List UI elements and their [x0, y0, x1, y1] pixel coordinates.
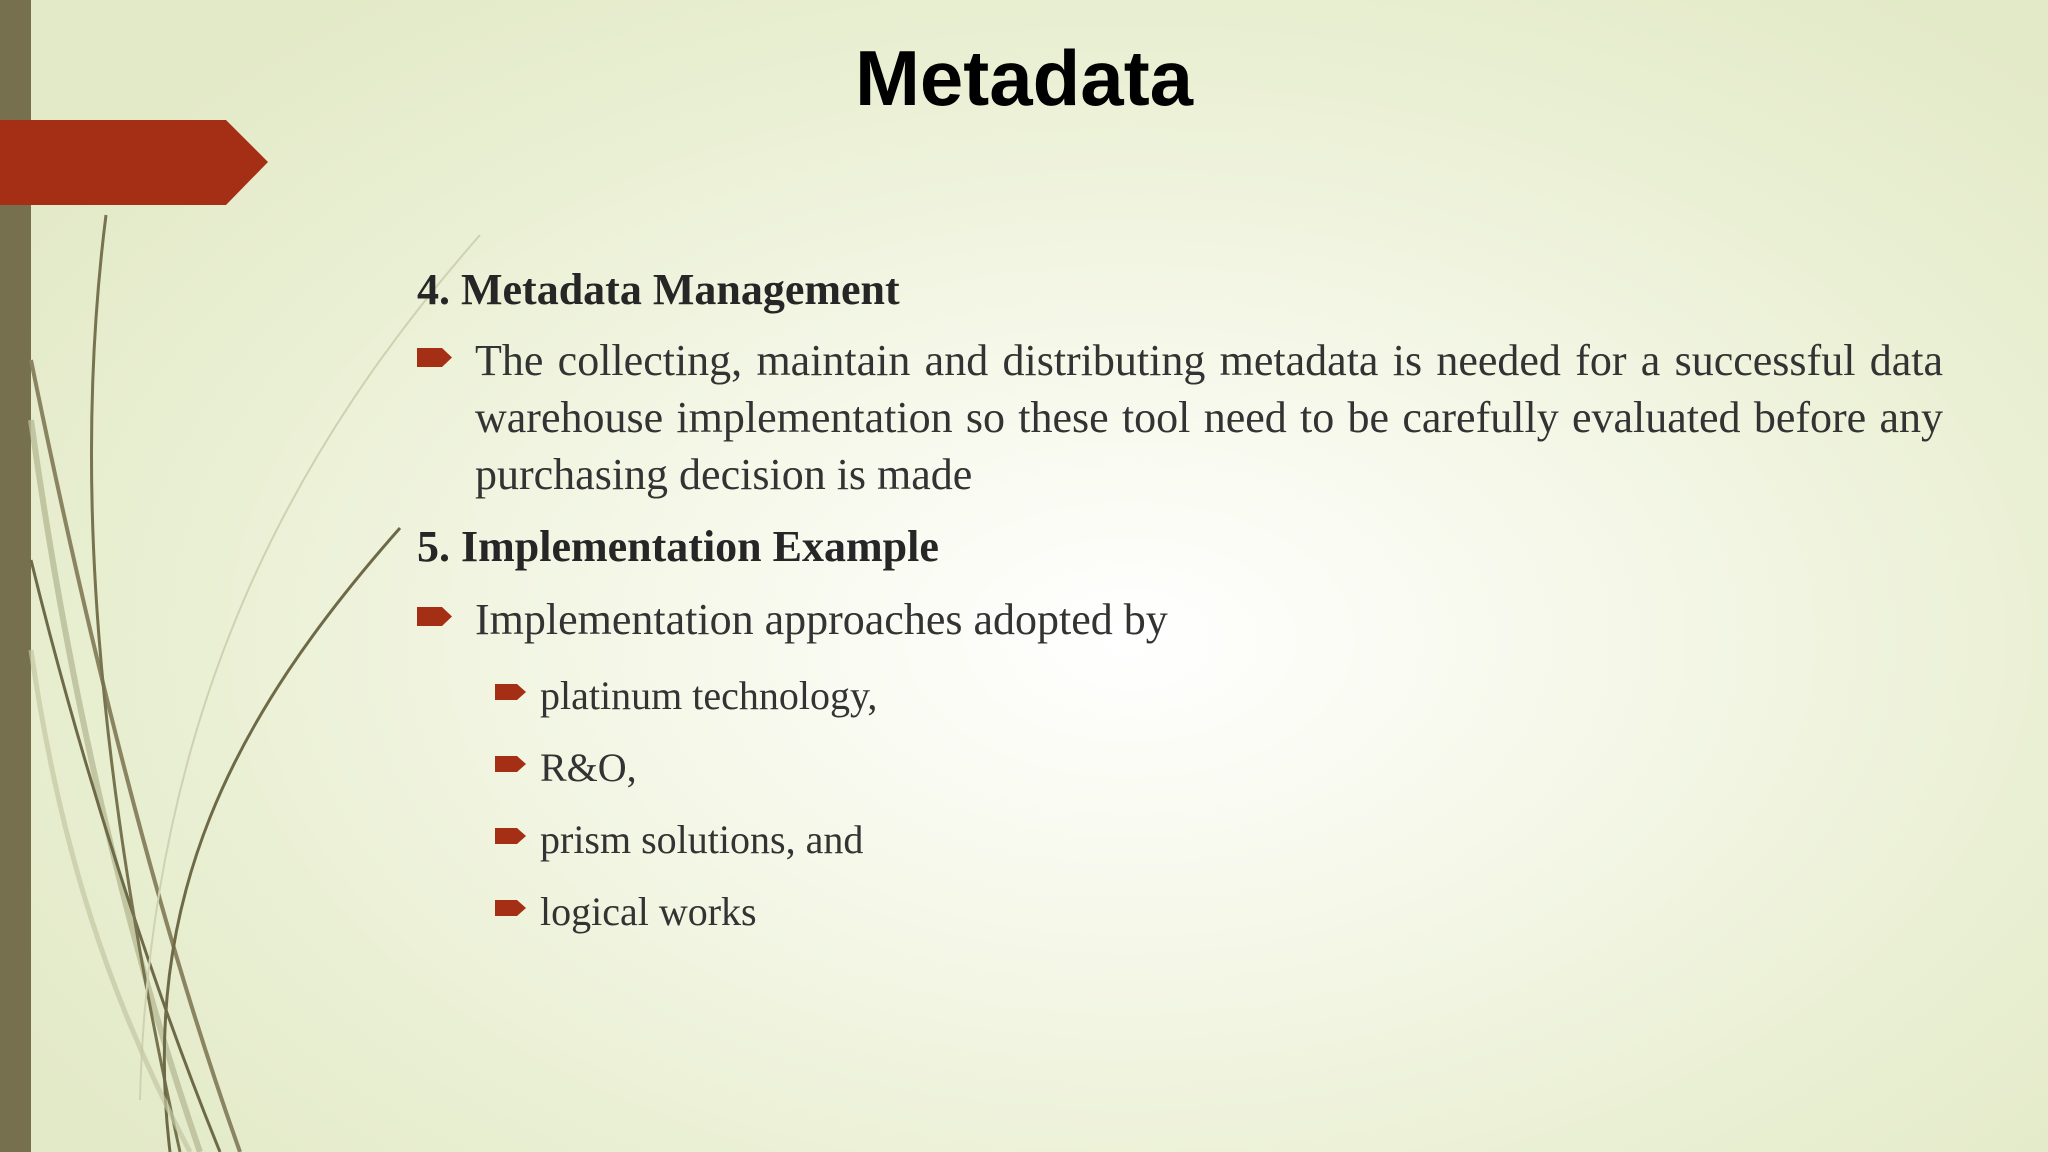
section-heading: 5. Implementation Example — [417, 522, 939, 571]
arrow-bullet-icon — [417, 346, 453, 369]
section-heading: 4. Metadata Management — [417, 265, 900, 314]
arrow-bullet-icon — [495, 826, 527, 846]
arrow-bullet-icon — [495, 682, 527, 702]
sub-bullet-text: R&O, — [540, 745, 637, 790]
sub-bullet-item — [495, 742, 1943, 794]
arrow-bullet-icon — [495, 754, 527, 774]
bullet-text: Implementation approaches adopted by — [475, 595, 1168, 644]
bullet-item — [417, 591, 1943, 648]
sub-bullet-item — [495, 814, 1943, 866]
sub-bullet-item — [495, 670, 1943, 722]
sub-bullet-item — [495, 886, 1943, 938]
bullet-text: The collecting, maintain and distributing metadata is needed for a successful data warehouse implementation so these tool need to be carefully evaluated before any purchasing decision is made — [475, 336, 1943, 499]
arrow-bullet-icon — [495, 898, 527, 918]
bullet-item — [417, 332, 1943, 503]
accent-arrow-tab — [0, 120, 268, 205]
sub-bullet-text: prism solutions, and — [540, 817, 864, 862]
sub-bullet-text: logical works — [540, 889, 757, 934]
slide-content — [417, 258, 1943, 938]
slide-title: Metadata — [854, 34, 1194, 122]
sub-bullet-text: platinum technology, — [540, 673, 878, 718]
arrow-bullet-icon — [417, 605, 453, 628]
